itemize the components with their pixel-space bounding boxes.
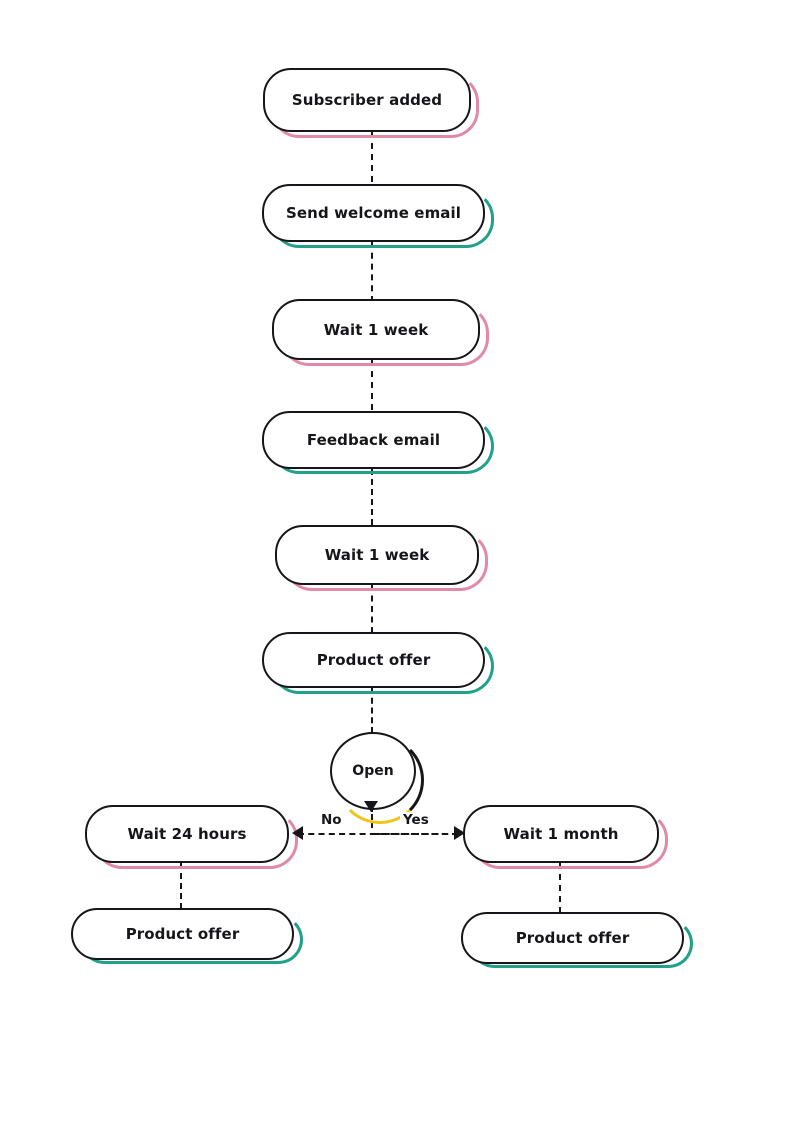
node-label: Feedback email (306, 431, 441, 449)
node-send-welcome-email[interactable] (262, 184, 485, 242)
node-label: Wait 1 week (323, 320, 429, 339)
edge-wait-1-month-to-product-offer-yes (559, 863, 561, 913)
edge-wait-24-hours-to-product-offer-no (180, 863, 182, 909)
edge-feedback-email-to-wait-1-week-b (371, 469, 373, 525)
node-product-offer-main[interactable] (262, 632, 485, 688)
node-label: Send welcome email (285, 204, 462, 222)
node-product-offer-no[interactable] (71, 908, 294, 960)
arrow-open-decision-down (364, 801, 378, 812)
edge-wait-1-week-b-to-product-offer-main (371, 585, 373, 633)
node-wait-1-week-b[interactable] (275, 525, 479, 585)
arrow-yes-branch (454, 826, 465, 840)
edge-open-decision-to-wait-1-month (374, 833, 458, 835)
node-label: Product offer (125, 925, 240, 943)
decision-label: Open (352, 763, 394, 779)
node-label: Wait 24 hours (127, 825, 247, 843)
edge-subscriber-added-to-send-welcome-email (371, 132, 373, 182)
node-subscriber-added[interactable] (263, 68, 471, 132)
edge-wait-1-week-a-to-feedback-email (371, 360, 373, 410)
edge-product-offer-main-to-open-decision (371, 688, 373, 733)
edge-send-welcome-email-to-wait-1-week-a (371, 242, 373, 302)
node-feedback-email[interactable] (262, 411, 485, 469)
node-label: Wait 1 month (503, 825, 619, 843)
node-product-offer-yes[interactable] (461, 912, 684, 964)
edge-label-yes: Yes (400, 812, 432, 828)
edge-label-no: No (318, 812, 345, 828)
node-wait-24-hours[interactable] (85, 805, 289, 863)
node-wait-1-month[interactable] (463, 805, 659, 863)
node-label: Wait 1 week (324, 546, 430, 564)
node-label: Product offer (515, 929, 630, 947)
node-label: Subscriber added (291, 91, 443, 109)
arrow-no-branch (292, 826, 303, 840)
decision-open[interactable] (330, 732, 416, 810)
node-wait-1-week-a[interactable] (272, 299, 480, 360)
node-label: Product offer (316, 651, 431, 669)
